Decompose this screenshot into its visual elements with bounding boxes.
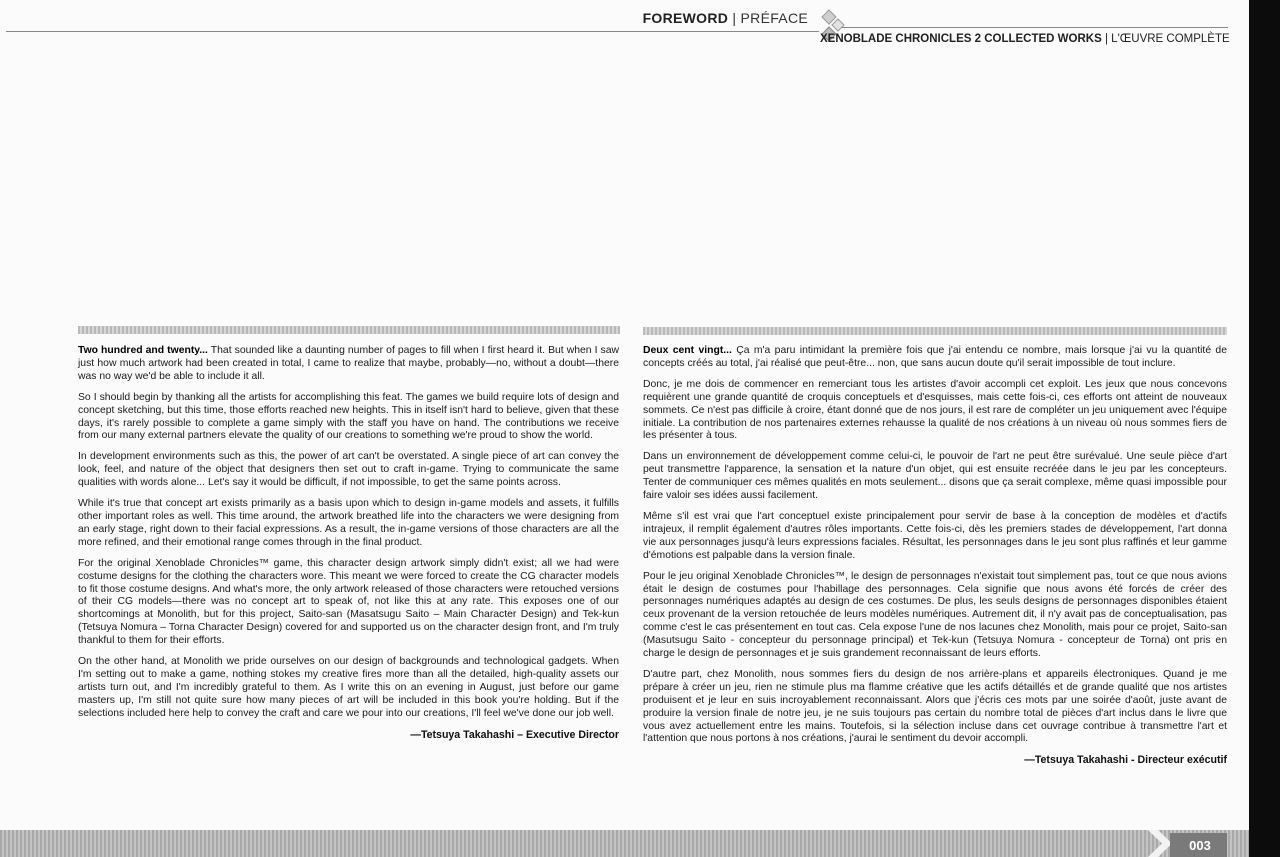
french-column [643, 345, 1227, 767]
french-paragraph: Dans un environnement de développement comme celui-ci, le pouvoir de l'art ne peut être surévalué. Une seule pièce d'art peut transmettre l'apparence, la sensation et la nature d'un objet, qui est ensuite recréée dans le jeu par les concepteurs. Tenter de communiquer ces mêmes qualités en mots seulement... disons que ça serait complexe, même quasi impossible pour faire valoir ses idées aussi facilement. [643, 451, 1227, 502]
section-title [560, 10, 808, 26]
book-title-fr: L'ŒUVRE COMPLÈTE [1111, 33, 1230, 45]
english-paragraph: So I should begin by thanking all the artists for accomplishing this feat. The games we build require lots of design and concept sketching, but this time, those efforts reached new heights. This in itself isn't hard to believe, given that these days, it's rarely possible to complete a game simply with the staff you have on hand. The contributions we receive from our many external partners elevate the quality of our creations to something we're proud to show the world. [78, 391, 619, 442]
english-signature: —Tetsuya Takahashi – Executive Director [410, 728, 619, 741]
footer-band [0, 830, 1249, 857]
section-separator: | [732, 10, 737, 26]
header-rule-right [840, 27, 1228, 28]
page-number: 003 [1189, 838, 1211, 853]
section-title-fr: PRÉFACE [740, 10, 808, 26]
section-title-en: FOREWORD [642, 10, 729, 26]
french-column-band [643, 327, 1227, 335]
header-rule [6, 31, 819, 32]
book-title-separator: | [1104, 33, 1108, 45]
french-lead: Deux cent vingt... [643, 345, 732, 356]
book-title [820, 33, 1230, 45]
french-paragraph: Donc, je me dois de commencer en remerciant tous les artistes d'avoir accompli cet exploit. Les jeux que nous concevons requièrent une grande quantité de croquis conceptuels et d'esquisses, mais cette fois-ci, ces efforts ont atteint de nouveaux sommets. Ce n'est pas difficile à croire, étant donné que de nos jours, il est rare de compléter un jeu uniquement avec l'équipe initiale. La contribution de nos partenaires externes rehausse la qualité de nos créations à un niveau où nous sommes fiers de les présenter à tous. [643, 378, 1227, 442]
page-edge-shadow [1249, 0, 1280, 857]
french-paragraph: Même s'il est vrai que l'art conceptuel existe principalement pour servir de base à la conception de modèles et d'actifs intrajeux, il remplit également d'autres rôles importants. Cette fois-ci, dès les premiers stades de développement, l'art donna vie aux personnages jusqu'à leurs expressions faciales. Résultat, les personnages dans le jeu sont plus raffinés et leur gamme d'émotions est palpable dans la version finale. [643, 510, 1227, 561]
french-p1-text: Ça m'a paru intimidant la première fois que j'ai entendu ce nombre, mais lorsque j'ai vu la quantité de concepts créés au total, j'ai réalisé que peut-être... non, que sans aucun doute qu'il serait impossible de tout inclure. [643, 345, 1227, 369]
book-title-en: XENOBLADE CHRONICLES 2 COLLECTED WORKS [820, 33, 1102, 45]
english-paragraph: On the other hand, at Monolith we pride ourselves on our design of backgrounds and technological gadgets. When I'm setting out to make a game, nothing stokes my creative fires more than all the detailed, high-quality assets our artists turn out, and I'm incredibly grateful to them. As I write this on an evening in August, just before our game masters up, I'm still not quite sure how many pieces of art will be included in this book you're holding. But if the selections included here help to convey the craft and care we pour into our creations, I'll feel we've done our job well. [78, 656, 619, 719]
french-paragraph: Pour le jeu original Xenoblade Chronicles™, le design de personnages n'existait tout simplement pas, tout ce que nous avions était le design de costumes pour l'habillage des personnages. Cela signifie que nous avons été forcés de créer des personnages numériques adaptés au design de ces costumes. De plus, les seuls designs de personnages disponibles étaient ceux provenant de la version retouchée de leurs modèles numériques. Autrement dit, il n'y avait pas de conceptualisation, pas comme c'est le cas présentement en tout cas. Cela expose l'une de nos lacunes chez Monolith, mais pour ce projet, Saito-san (Masutsugu Saito - concepteur du personnage principal) et Tek-kun (Tetsuya Nomura - concepteur de Torna) ont pris en charge le design de personnages et je suis grandement reconnaissant de leurs efforts. [643, 570, 1227, 660]
english-column-band [78, 326, 620, 334]
english-paragraph: In development environments such as this, the power of art can't be overstated. A single piece of art can convey the look, feel, and nature of the object that designers then set out to craft in-game. Trying to communicate the same qualities with words alone... Let's say it would be difficult, if not impossible, to get the same points across. [78, 451, 619, 489]
english-lead: Two hundred and twenty... [78, 345, 208, 356]
english-p1-text: That sounded like a daunting number of pages to fill when I first heard it. But when I saw just how much artwork had been created in total, I came to realize that maybe, probably—no, without a doubt—there was no way we'd be able to include it all. [78, 345, 619, 382]
english-paragraph: For the original Xenoblade Chronicles™ game, this character design artwork simply didn't exist; all we had were costume designs for the clothing the characters wore. This meant we were forced to create the CG character models to fit those costume designs. And what's more, the only artwork released of those characters were retouched versions of their CG models—there was no concept art to speak of, not like this at any rate. This exposes one of our shortcomings at Monolith, but for this project, Saito-san (Masatsugu Saito – Main Character Design) and Tek-kun (Tetsuya Nomura – Torna Character Design) covered for and supported us on the character design front, and I'm truly thankful to them for their efforts. [78, 557, 619, 647]
french-signature: —Tetsuya Takahashi - Directeur exécutif [1024, 754, 1227, 767]
french-paragraph: D'autre part, chez Monolith, nous sommes fiers du design de nos arrière-plans et appareils électroniques. Quand je me prépare à créer un jeu, rien ne stimule plus ma flamme créative que les actifs détaillés et de grande qualité que nos artistes produisent et je leur en suis incroyablement reconnaissant. Alors que j'écris ces mots par une soirée d'août, juste avant de produire la version finale de notre jeu, je ne suis toujours pas certain du nombre total de pièces d'art inclus dans le livre que vous avez actuellement entre les mains. Toutefois, si la sélection incluse dans cet ouvrage contribue à transmettre l'art et l'attention que nous portons à nos créations, j'aurai le sentiment du devoir accompli. [643, 668, 1227, 745]
english-paragraph [78, 345, 619, 384]
english-paragraph: While it's true that concept art exists primarily as a basis upon which to design in-game models and assets, it fulfills other important roles as well. This time around, the artwork breathed life into the characters we were designing from an early stage, right down to their facial expressions. As a result, the in-game versions of those characters are all the more refined, and their emotional range comes through in the final product. [78, 498, 619, 548]
french-paragraph [643, 345, 1227, 371]
english-column [78, 345, 619, 741]
